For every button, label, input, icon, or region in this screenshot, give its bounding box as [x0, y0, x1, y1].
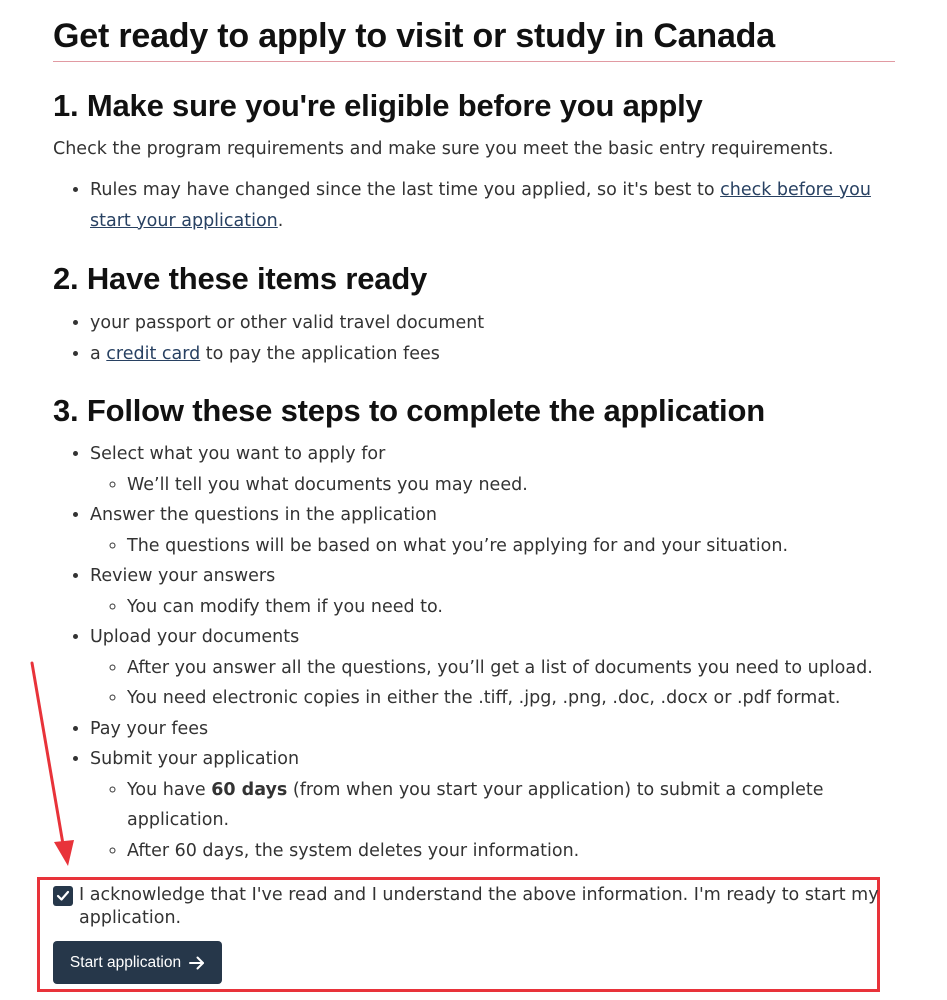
step-subitem: ◦ After you answer all the questions, you’ll get a list of documents you need to upload. — [127, 653, 890, 684]
bullet-text: Rules may have changed since the last time you applied, so it's best to — [90, 180, 721, 200]
step-subitem: ◦ We’ll tell you what documents you may need. — [127, 470, 890, 501]
bullet-suffix: . — [277, 210, 284, 231]
deadline-days: 60 days — [211, 779, 288, 800]
bullet-text: a — [90, 343, 107, 364]
deadline-suffix: (from when you start your application) to submit a complete application. — [127, 779, 824, 830]
step-subitem: ◦ You can modify them if you need to. — [127, 592, 890, 623]
step-label: Select what you want to apply for — [90, 444, 386, 464]
start-application-button[interactable] — [53, 941, 222, 984]
list-item — [90, 175, 890, 236]
bullet-suffix: to pay the application fees — [200, 343, 440, 364]
section1-list — [53, 175, 890, 236]
title-divider — [53, 61, 895, 62]
acknowledge-checkbox[interactable] — [53, 886, 73, 906]
section2-heading: 2. Have these items ready — [53, 261, 428, 296]
section3-heading: 3. Follow these steps to complete the application — [53, 393, 765, 428]
section2-list — [53, 308, 890, 369]
checkmark-icon — [56, 889, 70, 903]
deadline-prefix: You have — [127, 779, 212, 800]
list-item — [90, 339, 890, 370]
step-item — [90, 439, 890, 500]
step-subitem — [127, 775, 890, 836]
step-item — [90, 714, 890, 745]
list-item: • your passport or other valid travel document — [90, 308, 890, 339]
arrow-right-icon — [189, 956, 205, 970]
step-item — [90, 561, 890, 622]
start-application-label: Start application — [69, 953, 182, 971]
step-label: Review your answers — [90, 566, 276, 586]
page-title: Get ready to apply to visit or study in Canada — [53, 17, 775, 55]
step-label: Answer the questions in the application — [90, 505, 437, 525]
step-item — [90, 744, 890, 866]
step-subitem: ◦ You need electronic copies in either the .tiff, .jpg, .png, .doc, .docx or .pdf format. — [127, 683, 890, 714]
step-subitem: ◦ The questions will be based on what you’re applying for and your situation. — [127, 531, 890, 562]
credit-card-link[interactable]: credit card — [106, 343, 201, 364]
step-label: Upload your documents — [90, 627, 300, 647]
acknowledge-label[interactable]: I acknowledge that I've read and I understand the above information. I'm ready to start my application. — [79, 885, 879, 928]
steps-list — [53, 439, 890, 866]
step-subitem: ◦ After 60 days, the system deletes your information. — [127, 836, 890, 867]
section1-heading: 1. Make sure you're eligible before you apply — [53, 88, 703, 123]
section1-intro: Check the program requirements and make sure you meet the basic entry requirements. — [53, 139, 834, 159]
step-item — [90, 500, 890, 561]
step-label: Submit your application — [90, 749, 300, 769]
step-label: Pay your fees — [90, 718, 209, 739]
step-item — [90, 622, 890, 714]
check-requirements-link[interactable]: check before you start your application — [90, 180, 871, 231]
acknowledge-row — [53, 884, 883, 930]
